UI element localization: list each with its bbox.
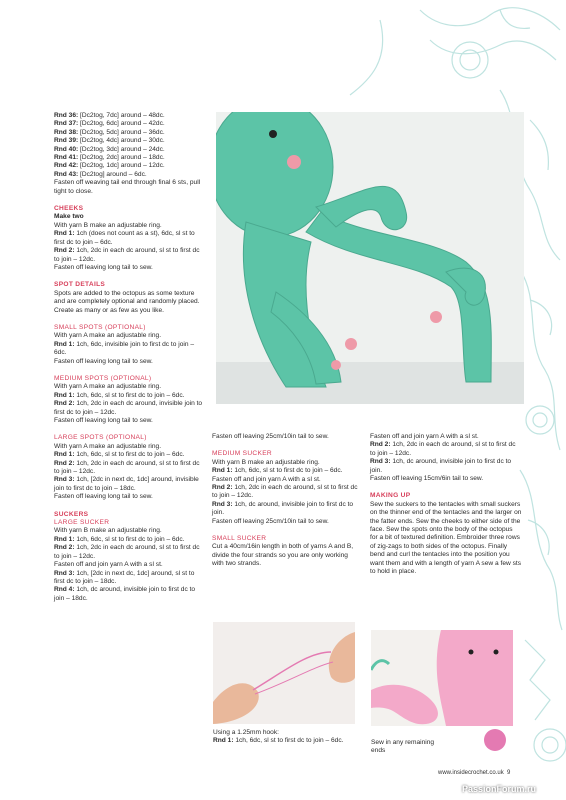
suckers-heading: SUCKERS <box>54 510 89 518</box>
rnd-42: Rnd 42: [Dc2tog, 1dc] around – 12dc. <box>54 162 165 170</box>
rnd-38: Rnd 38: [Dc2tog, 5dc] around – 36dc. <box>54 128 165 136</box>
medium-spots-yarn: With yarn A make an adjustable ring. <box>54 383 162 391</box>
fasten-25cm: Fasten off leaving 25cm/10in tail to sew. <box>212 433 329 440</box>
pattern-column-3 <box>370 433 522 577</box>
pattern-column-1 <box>54 112 204 603</box>
small-spots-fasten: Fasten off leaving long tail to sew. <box>54 357 153 365</box>
page-number: 9 <box>507 770 511 776</box>
large-sucker-rnd-2: Rnd 2: 1ch, 2dc in each dc around, sl st to first dc to join – 12dc. <box>54 544 200 560</box>
large-sucker-heading: LARGE SUCKER <box>54 519 110 527</box>
medium-sucker-rnd-2: Rnd 2: 1ch, 2dc in each dc around, sl st to first dc to join – 12dc. <box>212 484 358 500</box>
join-yarn-a: Fasten off and join yarn A with a sl st. <box>370 433 479 440</box>
large-spots-yarn: With yarn A make an adjustable ring. <box>54 442 162 450</box>
large-spots-rnd-3: Rnd 3: 1ch, [2dc in next dc, 1dc] around, invisible join to first dc to join – 18dc. <box>54 476 199 492</box>
medium-sucker-rnd-1: Rnd 1: 1ch, 6dc, sl st to first dc to join – 6dc. <box>212 467 343 475</box>
footer-url: www.insidecrochet.co.uk <box>438 770 504 776</box>
watermark: PassionForum.ru <box>462 784 537 794</box>
large-spots-rnd-2: Rnd 2: 1ch, 2dc in each dc around, sl st to first dc to join – 12dc. <box>54 459 200 476</box>
col3-rnd-3: Rnd 3: 1ch, dc around, invisible join to first dc to join. <box>370 458 512 474</box>
small-sucker-heading: SMALL SUCKER <box>212 535 267 543</box>
medium-spots-rnd-2: Rnd 2: 1ch, 2dc in each dc around, invisible join to first dc to join – 12dc. <box>54 400 203 416</box>
spot-details-text: Spots are added to the octopus as some texture and are completely optional and randomly placed. Create as many or as few as you like. <box>54 289 200 314</box>
pink-octopus-photo <box>371 630 513 726</box>
rnd-41: Rnd 41: [Dc2tog, 2dc] around – 18dc. <box>54 154 165 162</box>
large-sucker-rnd-3: Rnd 3: 1ch, [2dc in next dc, 1dc] around, sl st to first dc to join – 18dc. <box>54 569 195 585</box>
cheeks-make: Make two <box>54 213 84 221</box>
making-up-heading: MAKING UP <box>370 492 411 500</box>
small-sucker-hook-block <box>213 729 361 746</box>
fasten-15cm: Fasten off leaving 15cm/6in tail to sew. <box>370 475 484 483</box>
medium-sucker-fasten: Fasten off leaving 25cm/10in tail to sew. <box>212 517 329 525</box>
large-spots-rnd-1: Rnd 1: 1ch, 6dc, sl st to first dc to join – 6dc. <box>54 451 185 459</box>
decorative-badge-icon <box>484 729 506 751</box>
octopus-illustration <box>216 112 524 404</box>
medium-spots-heading: MEDIUM SPOTS (OPTIONAL) <box>54 374 152 382</box>
cheeks-fasten: Fasten off leaving long tail to sew. <box>54 263 153 271</box>
hands-yarn-photo <box>213 622 355 724</box>
cheeks-rnd-1: Rnd 1: 1ch (does not count as a st), 6dc, sl st to first dc to join – 6dc. <box>54 230 195 246</box>
small-sucker-text: Cut a 40cm/16in length in both of yarns A and B, divide the four strands so you are only working with two strands. <box>212 543 354 568</box>
rnd-39: Rnd 39: [Dc2tog, 4dc] around – 30dc. <box>54 137 165 145</box>
large-sucker-rnd-1: Rnd 1: 1ch, 6dc, sl st to first dc to join – 6dc. <box>54 535 185 543</box>
small-sucker-hook: Using a 1.25mm hook: <box>213 729 279 736</box>
cheeks-rnd-2: Rnd 2: 1ch, 2dc in each dc around, sl st to first dc to join – 12dc. <box>54 247 200 263</box>
hands-illustration <box>213 622 355 724</box>
pink-octopus-illustration <box>371 630 513 726</box>
small-spots-heading: SMALL SPOTS (OPTIONAL) <box>54 323 146 331</box>
small-sucker-rnd-1: Rnd 1: 1ch, 6dc, sl st to first dc to join – 6dc. <box>213 737 344 745</box>
spot-details-heading: SPOT DETAILS <box>54 281 106 289</box>
large-sucker-yarn: With yarn B make an adjustable ring. <box>54 527 162 535</box>
rnd-40: Rnd 40: [Dc2tog, 3dc] around – 24dc. <box>54 145 165 153</box>
rnd-36: Rnd 36: [Dc2tog, 7dc] around – 48dc. <box>54 112 165 119</box>
cheeks-heading: CHEEKS <box>54 205 84 213</box>
fasten-weaving: Fasten off weaving tail end through final 6 sts, pull tight to close. <box>54 179 201 195</box>
rnd-37: Rnd 37: [Dc2tog, 6dc] around – 42dc. <box>54 120 165 128</box>
small-spots-yarn: With yarn A make an adjustable ring. <box>54 332 162 340</box>
octopus-photo <box>216 112 524 404</box>
cheeks-yarn: With yarn B make an adjustable ring. <box>54 221 162 229</box>
photo-caption: Sew in any remaining ends <box>371 739 435 755</box>
large-sucker-rnd-4: Rnd 4: 1ch, dc around, invisible join to first dc to join – 18dc. <box>54 586 196 602</box>
large-spots-fasten: Fasten off leaving long tail to sew. <box>54 493 153 501</box>
medium-sucker-yarn: With yarn B make an adjustable ring. <box>212 458 320 466</box>
medium-sucker-rnd-3: Rnd 3: 1ch, dc around, invisible join to first dc to join. <box>212 500 354 517</box>
large-sucker-join: Fasten off and join yarn A with a sl st. <box>54 561 163 569</box>
medium-spots-rnd-1: Rnd 1: 1ch, 6dc, sl st to first dc to join – 6dc. <box>54 391 185 399</box>
large-spots-heading: LARGE SPOTS (OPTIONAL) <box>54 434 147 442</box>
medium-sucker-join: Fasten off and join yarn A with a sl st. <box>212 475 321 483</box>
small-spots-rnd-1: Rnd 1: 1ch, 6dc, invisible join to first dc to join – 6dc. <box>54 340 194 357</box>
pattern-column-2 <box>212 433 360 569</box>
rnd-43: Rnd 43: [Dc2tog] around – 6dc. <box>54 170 147 178</box>
col3-rnd-2: Rnd 2: 1ch, 2dc in each dc around, sl st to first dc to join – 12dc. <box>370 441 516 457</box>
medium-sucker-heading: MEDIUM SUCKER <box>212 450 272 458</box>
making-up-text: Sew the suckers to the tentacles with small suckers on the thinner end of the tentacles and the larger on the fatter ends. Sew the cheeks to either side of the face. Sew the spots onto the body of the octopus for a bit of textured definition. Embroider three rows of zig-zags to both sides of the octopus. Finally bend and curl the tentacles into the position you want them and with a length of yarn A sew a few sts to hold in place. <box>370 500 522 576</box>
medium-spots-fasten: Fasten off leaving long tail to sew. <box>54 417 153 424</box>
